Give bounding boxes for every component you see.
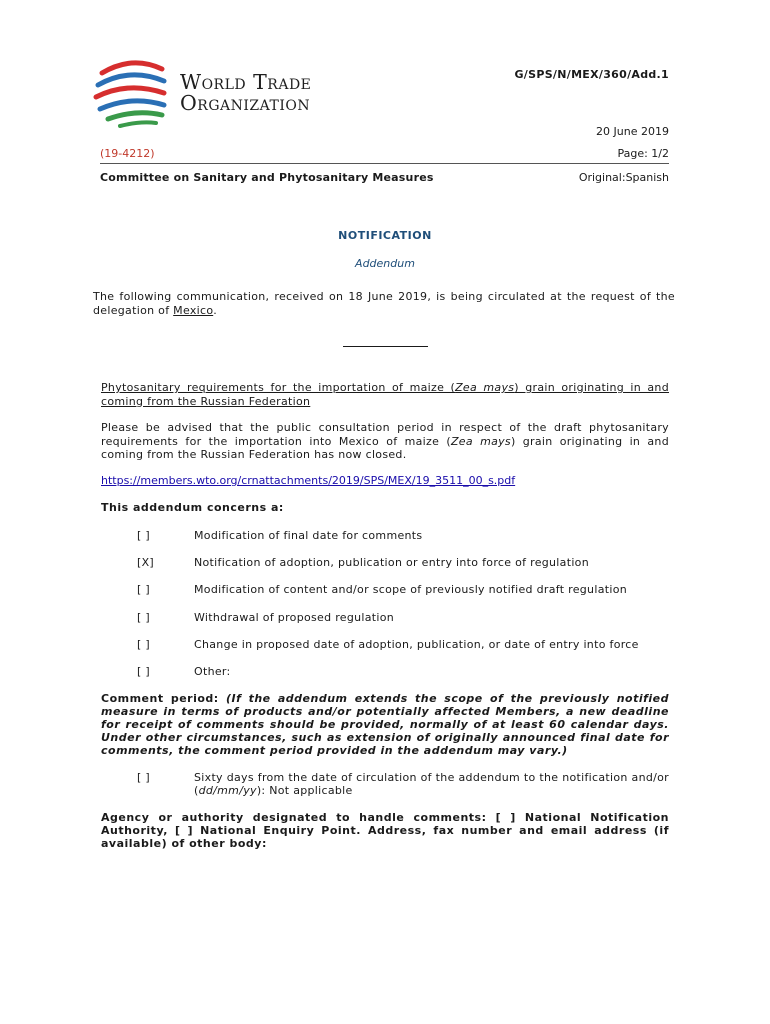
notification-subtitle: Addendum xyxy=(355,257,415,270)
agency-paragraph: Agency or authority designated to handle comments: [ ] National Notification Authority, [ ] National Enquiry Point. Address, fax number and email address (if available) of other body: xyxy=(101,811,669,850)
option-checkbox[interactable]: [ ] xyxy=(137,583,150,596)
addendum-paragraph-species: Zea mays xyxy=(450,434,511,448)
option-checkbox[interactable]: [ ] xyxy=(137,529,150,542)
intro-member: Mexico xyxy=(173,304,214,317)
option-checkbox[interactable]: [ ] xyxy=(137,611,150,624)
option-checkbox[interactable]: [X] xyxy=(137,556,155,569)
intro-text: The following communication, received on 18 June 2019, is being circulated at the request of the delegation of xyxy=(93,290,675,317)
option-label: Change in proposed date of adoption, publication, or date of entry into force xyxy=(194,638,639,651)
org-name-line1: World Trade xyxy=(180,70,312,94)
wto-logo-icon xyxy=(92,55,174,130)
document-symbol: G/SPS/N/MEX/360/Add.1 xyxy=(514,68,669,81)
option-checkbox[interactable]: [ ] xyxy=(137,638,150,651)
comment-period xyxy=(101,692,669,757)
option-checkbox[interactable]: [ ] xyxy=(137,665,150,678)
addendum-title xyxy=(101,381,669,408)
addendum-title-part-a: Phytosanitary requirements for the importation of maize ( xyxy=(101,381,456,394)
original-language: Original:Spanish xyxy=(578,171,669,184)
section-divider xyxy=(343,346,428,347)
document-number: (19-4212) xyxy=(100,147,155,160)
addendum-paragraph-part-a: Please be advised that the public consultation period in respect of the draft phytosanitary requirements for the importation into Mexico of maize ( xyxy=(101,421,669,448)
option-label: Withdrawal of proposed regulation xyxy=(194,611,395,624)
intro-paragraph xyxy=(93,290,675,318)
comment-period-label: Comment period: xyxy=(101,692,226,705)
addendum-paragraph-part-b: ) grain originating in and coming from the Russian Federation has now closed. xyxy=(101,434,669,461)
header-divider xyxy=(100,163,669,164)
sixty-days-text-b: ): Not applicable xyxy=(256,784,353,797)
sixty-days-text-a: Sixty days from the date of circulation of the addendum to the notification and/or ( xyxy=(194,771,669,797)
addendum-title-species: Zea mays xyxy=(455,381,515,394)
sixty-days-date-format: dd/mm/yy xyxy=(198,784,257,797)
addendum-title-part-b: ) grain originating in and coming from the Russian Federation xyxy=(101,381,669,408)
notification-title: NOTIFICATION xyxy=(338,229,432,242)
document-date: 20 June 2019 xyxy=(596,125,669,138)
committee-name: Committee on Sanitary and Phytosanitary Measures xyxy=(100,171,434,184)
org-name-line2: Organization xyxy=(180,91,311,115)
page-indicator: Page: 1/2 xyxy=(617,147,669,160)
option-label: Modification of content and/or scope of previously notified draft regulation xyxy=(194,583,628,596)
addendum-paragraph xyxy=(101,421,669,462)
option-label: Notification of adoption, publication or entry into force of regulation xyxy=(194,556,589,569)
option-label: Modification of final date for comments xyxy=(194,529,423,542)
comment-period-text: (If the addendum extends the scope of the previously notified measure in terms of products and/or potentially affected Members, a new deadline for receipt of comments should be provided, normally of at least 60 calendar days. Under other circumstances, such as extension of originally announced final date for comments, the comment period provided in the addendum may vary.) xyxy=(101,692,669,757)
intro-end: . xyxy=(213,304,217,317)
option-label: Other: xyxy=(194,665,231,678)
attachment-link[interactable]: https://members.wto.org/crnattachments/2019/SPS/MEX/19_3511_00_s.pdf xyxy=(101,474,516,487)
wto-logo xyxy=(92,55,352,130)
concerns-label: This addendum concerns a: xyxy=(101,501,284,514)
sixty-days-text xyxy=(194,771,669,797)
sixty-days-checkbox[interactable]: [ ] xyxy=(137,771,150,784)
